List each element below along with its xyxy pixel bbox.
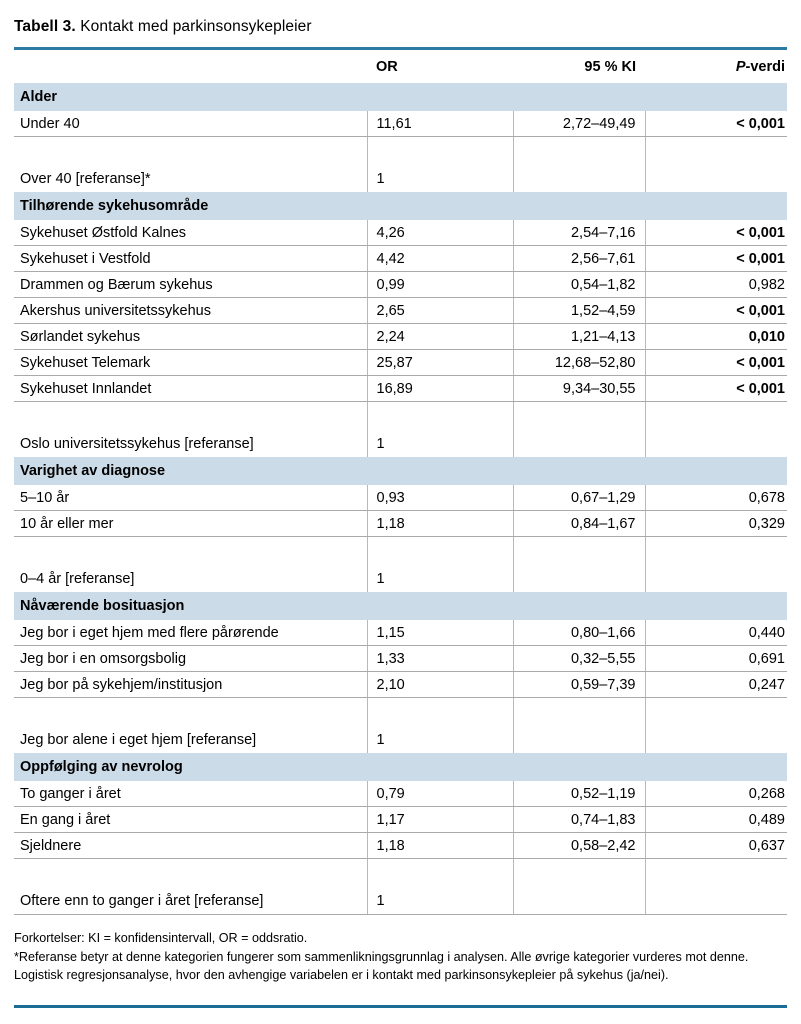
cell-odds-ratio: 25,87	[367, 350, 513, 376]
statistics-table	[14, 50, 787, 915]
cell-p-value: 0,982	[645, 272, 787, 298]
cell-confidence-interval	[513, 859, 645, 915]
cell-p-value	[645, 137, 787, 193]
cell-odds-ratio: 2,10	[367, 672, 513, 698]
cell-confidence-interval	[513, 698, 645, 754]
cell-p-value: < 0,001	[645, 246, 787, 272]
cell-confidence-interval	[513, 537, 645, 593]
cell-category: Sjeldnere	[14, 833, 367, 859]
cell-p-value: 0,268	[645, 781, 787, 807]
cell-category: Sørlandet sykehus	[14, 324, 367, 350]
column-header-pvalue	[645, 50, 787, 83]
table-row	[14, 833, 787, 859]
cell-category: Sykehuset Østfold Kalnes	[14, 220, 367, 246]
table-row	[14, 537, 787, 593]
column-header-ci: 95 % KI	[513, 50, 645, 83]
table-row	[14, 620, 787, 646]
cell-confidence-interval: 0,84–1,67	[513, 511, 645, 537]
caption-label: Tabell 3.	[14, 18, 76, 35]
cell-p-value: 0,440	[645, 620, 787, 646]
cell-p-value: 0,637	[645, 833, 787, 859]
cell-odds-ratio: 1	[367, 402, 513, 458]
cell-confidence-interval: 0,58–2,42	[513, 833, 645, 859]
cell-category: 5–10 år	[14, 485, 367, 511]
pvalue-suffix: -verdi	[745, 59, 785, 75]
section-header-label: Nåværende bosituasjon	[14, 592, 787, 620]
caption-text: Kontakt med parkinsonsykepleier	[75, 18, 312, 35]
cell-category: Sykehuset Innlandet	[14, 376, 367, 402]
table-footnotes	[14, 929, 787, 985]
table-row	[14, 111, 787, 137]
table-row	[14, 272, 787, 298]
cell-p-value: < 0,001	[645, 350, 787, 376]
cell-category: Jeg bor i en omsorgsbolig	[14, 646, 367, 672]
cell-p-value: 0,489	[645, 807, 787, 833]
cell-category: Over 40 [referanse]*	[14, 137, 367, 193]
cell-p-value	[645, 537, 787, 593]
cell-p-value: < 0,001	[645, 376, 787, 402]
cell-p-value: < 0,001	[645, 111, 787, 137]
table-row	[14, 298, 787, 324]
column-header-or: OR	[367, 50, 513, 83]
cell-category: Jeg bor på sykehjem/institusjon	[14, 672, 367, 698]
section-header-label: Varighet av diagnose	[14, 457, 787, 485]
pvalue-italic-p: P	[735, 59, 746, 75]
footnote-line: *Referanse betyr at denne kategorien fungerer som sammenlikningsgrunnlag i analysen. Alle øvrige kategorier vurderes mot denne.	[14, 949, 749, 964]
cell-p-value: < 0,001	[645, 298, 787, 324]
cell-p-value	[645, 698, 787, 754]
table-row	[14, 672, 787, 698]
cell-odds-ratio: 16,89	[367, 376, 513, 402]
cell-category: Oftere enn to ganger i året [referanse]	[14, 859, 367, 915]
cell-category: En gang i året	[14, 807, 367, 833]
cell-p-value: 0,247	[645, 672, 787, 698]
section-header-row	[14, 83, 787, 111]
cell-confidence-interval: 1,21–4,13	[513, 324, 645, 350]
cell-odds-ratio: 1,18	[367, 511, 513, 537]
cell-p-value: 0,329	[645, 511, 787, 537]
column-header-label	[14, 50, 367, 83]
table-row	[14, 220, 787, 246]
cell-category: Jeg bor i eget hjem med flere pårørende	[14, 620, 367, 646]
cell-odds-ratio: 2,24	[367, 324, 513, 350]
cell-p-value	[645, 402, 787, 458]
cell-p-value: < 0,001	[645, 220, 787, 246]
cell-p-value	[645, 859, 787, 915]
cell-confidence-interval	[513, 402, 645, 458]
table-row	[14, 402, 787, 458]
cell-category: 10 år eller mer	[14, 511, 367, 537]
section-header-label: Tilhørende sykehusområde	[14, 192, 787, 220]
cell-confidence-interval: 2,72–49,49	[513, 111, 645, 137]
table-row	[14, 137, 787, 193]
footnote-line: Logistisk regresjonsanalyse, hvor den avhengige variabelen er i kontakt med parkinsonsykepleier på sykehus (ja/nei).	[14, 968, 669, 982]
cell-confidence-interval: 9,34–30,55	[513, 376, 645, 402]
cell-odds-ratio: 1,17	[367, 807, 513, 833]
cell-odds-ratio: 0,99	[367, 272, 513, 298]
cell-confidence-interval: 2,54–7,16	[513, 220, 645, 246]
cell-confidence-interval: 0,80–1,66	[513, 620, 645, 646]
table-row	[14, 781, 787, 807]
cell-odds-ratio: 1,33	[367, 646, 513, 672]
table-row	[14, 698, 787, 754]
cell-confidence-interval: 0,59–7,39	[513, 672, 645, 698]
cell-category: Sykehuset i Vestfold	[14, 246, 367, 272]
cell-category: Under 40	[14, 111, 367, 137]
cell-category: Sykehuset Telemark	[14, 350, 367, 376]
cell-odds-ratio: 0,79	[367, 781, 513, 807]
cell-confidence-interval: 0,32–5,55	[513, 646, 645, 672]
table-row	[14, 646, 787, 672]
cell-odds-ratio: 1	[367, 537, 513, 593]
table-row	[14, 485, 787, 511]
table-bottom-rule	[14, 1005, 787, 1008]
cell-confidence-interval	[513, 137, 645, 193]
table-row	[14, 324, 787, 350]
column-header-row	[14, 50, 787, 83]
cell-category: Drammen og Bærum sykehus	[14, 272, 367, 298]
cell-odds-ratio: 1	[367, 137, 513, 193]
section-header-row	[14, 457, 787, 485]
cell-confidence-interval: 0,74–1,83	[513, 807, 645, 833]
table-row	[14, 859, 787, 915]
cell-p-value: 0,678	[645, 485, 787, 511]
cell-confidence-interval: 2,56–7,61	[513, 246, 645, 272]
cell-odds-ratio: 4,42	[367, 246, 513, 272]
cell-category: To ganger i året	[14, 781, 367, 807]
table-body	[14, 83, 787, 915]
cell-confidence-interval: 0,54–1,82	[513, 272, 645, 298]
cell-category: Akershus universitetssykehus	[14, 298, 367, 324]
cell-confidence-interval: 12,68–52,80	[513, 350, 645, 376]
cell-odds-ratio: 11,61	[367, 111, 513, 137]
cell-odds-ratio: 0,93	[367, 485, 513, 511]
cell-category: 0–4 år [referanse]	[14, 537, 367, 593]
section-header-row	[14, 592, 787, 620]
footnote-line: Forkortelser: KI = konfidensintervall, OR = oddsratio.	[14, 931, 308, 945]
section-header-row	[14, 753, 787, 781]
table-header	[14, 50, 787, 83]
cell-category: Jeg bor alene i eget hjem [referanse]	[14, 698, 367, 754]
table-row	[14, 350, 787, 376]
cell-confidence-interval: 1,52–4,59	[513, 298, 645, 324]
table-row	[14, 376, 787, 402]
cell-odds-ratio: 2,65	[367, 298, 513, 324]
table-row	[14, 246, 787, 272]
cell-p-value: 0,691	[645, 646, 787, 672]
table-row	[14, 511, 787, 537]
section-header-label: Oppfølging av nevrolog	[14, 753, 787, 781]
cell-odds-ratio: 1	[367, 698, 513, 754]
cell-p-value: 0,010	[645, 324, 787, 350]
cell-confidence-interval: 0,67–1,29	[513, 485, 645, 511]
cell-category: Oslo universitetssykehus [referanse]	[14, 402, 367, 458]
cell-confidence-interval: 0,52–1,19	[513, 781, 645, 807]
table-row	[14, 807, 787, 833]
cell-odds-ratio: 1,18	[367, 833, 513, 859]
section-header-label: Alder	[14, 83, 787, 111]
cell-odds-ratio: 1,15	[367, 620, 513, 646]
cell-odds-ratio: 1	[367, 859, 513, 915]
section-header-row	[14, 192, 787, 220]
cell-odds-ratio: 4,26	[367, 220, 513, 246]
page-title	[14, 0, 787, 37]
